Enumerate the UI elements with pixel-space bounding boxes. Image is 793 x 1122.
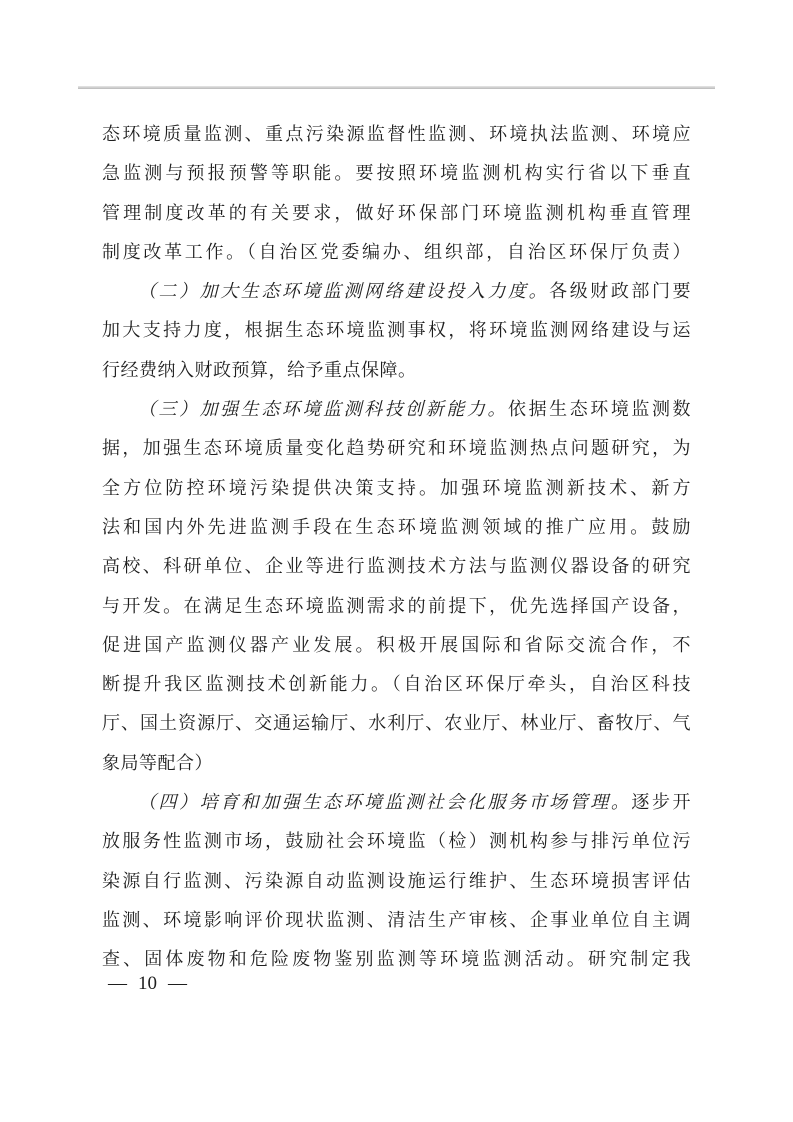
body-segment: 加大支持力度，根据生态环境监测事权，将环境监测网络建设与运 <box>102 320 691 341</box>
body-segment: 染源自行监测、污染源自动监测设施运行维护、生态环境损害评估 <box>102 870 691 891</box>
body-segment: 法和国内外先进监测手段在生态环境监测领域的推广应用。鼓励 <box>102 516 691 537</box>
text-line <box>102 154 691 193</box>
text-line <box>102 665 691 704</box>
heading-segment: （二）加大生态环境监测网络建设投入力度。 <box>138 281 550 302</box>
body-segment: 各级财政部门要 <box>549 281 691 302</box>
body-segment: 与开发。在满足生态环境监测需求的前提下，优先选择国产设备， <box>102 595 691 616</box>
text-line <box>102 547 691 586</box>
footer-dash-right: — <box>168 973 187 994</box>
text-line <box>102 351 691 390</box>
body-segment: 全方位防控环境污染提供决策支持。加强环境监测新技术、新方 <box>102 477 691 498</box>
footer-dash-left: — <box>108 973 127 994</box>
document-body <box>102 115 691 980</box>
body-segment: 态环境质量监测、重点污染源监督性监测、环境执法监测、环境应 <box>102 124 691 144</box>
body-segment: 促进国产监测仪器产业发展。积极开展国际和省际交流合作，不 <box>102 634 691 655</box>
text-line <box>102 783 691 822</box>
text-line <box>102 704 691 743</box>
body-segment: 据，加强生态环境质量变化趋势研究和环境监测热点问题研究，为 <box>102 438 691 459</box>
body-segment: 管理制度改革的有关要求，做好环保部门环境监测机构垂直管理 <box>102 202 691 223</box>
text-line <box>102 311 691 350</box>
body-segment: 急监测与预报预警等职能。要按照环境监测机构实行省以下垂直 <box>102 163 691 184</box>
text-line <box>102 508 691 547</box>
body-segment: 制度改革工作。（自治区党委编办、组织部，自治区环保厅负责） <box>102 241 691 262</box>
page-number: 10 <box>138 973 157 994</box>
text-line <box>102 822 691 861</box>
text-line <box>102 390 691 429</box>
text-line <box>102 115 691 154</box>
body-segment: 放服务性监测市场，鼓励社会环境监（检）测机构参与排污单位污 <box>102 831 691 852</box>
text-line <box>102 744 691 783</box>
text-line <box>102 233 691 272</box>
heading-segment: （四）培育和加强生态环境监测社会化服务市场管理。 <box>138 792 632 813</box>
body-segment: 监测、环境影响评价现状监测、清洁生产审核、企事业单位自主调 <box>102 909 691 930</box>
text-line <box>102 901 691 940</box>
text-line <box>102 429 691 468</box>
body-segment: 逐步开 <box>631 792 691 813</box>
body-segment: 依据生态环境监测数 <box>508 399 691 420</box>
body-segment: 查、固体废物和危险废物鉴别监测等环境监测活动。研究制定我 <box>102 949 691 970</box>
body-segment: 象局等配合） <box>102 752 213 773</box>
text-line <box>102 272 691 311</box>
page-footer <box>108 971 187 997</box>
body-segment: 断提升我区监测技术创新能力。（自治区环保厅牵头，自治区科技 <box>102 674 691 695</box>
text-line <box>102 940 691 979</box>
body-segment: 高校、科研单位、企业等进行监测技术方法与监测仪器设备的研究 <box>102 556 691 577</box>
text-line <box>102 469 691 508</box>
text-line <box>102 862 691 901</box>
body-segment: 行经费纳入财政预算，给予重点保障。 <box>102 359 417 380</box>
text-line <box>102 194 691 233</box>
heading-segment: （三）加强生态环境监测科技创新能力。 <box>138 399 509 420</box>
text-line <box>102 626 691 665</box>
text-line <box>102 587 691 626</box>
body-segment: 厅、国土资源厅、交通运输厅、水利厅、农业厅、林业厅、畜牧厅、气 <box>102 713 691 734</box>
header-divider-rule <box>78 86 715 89</box>
